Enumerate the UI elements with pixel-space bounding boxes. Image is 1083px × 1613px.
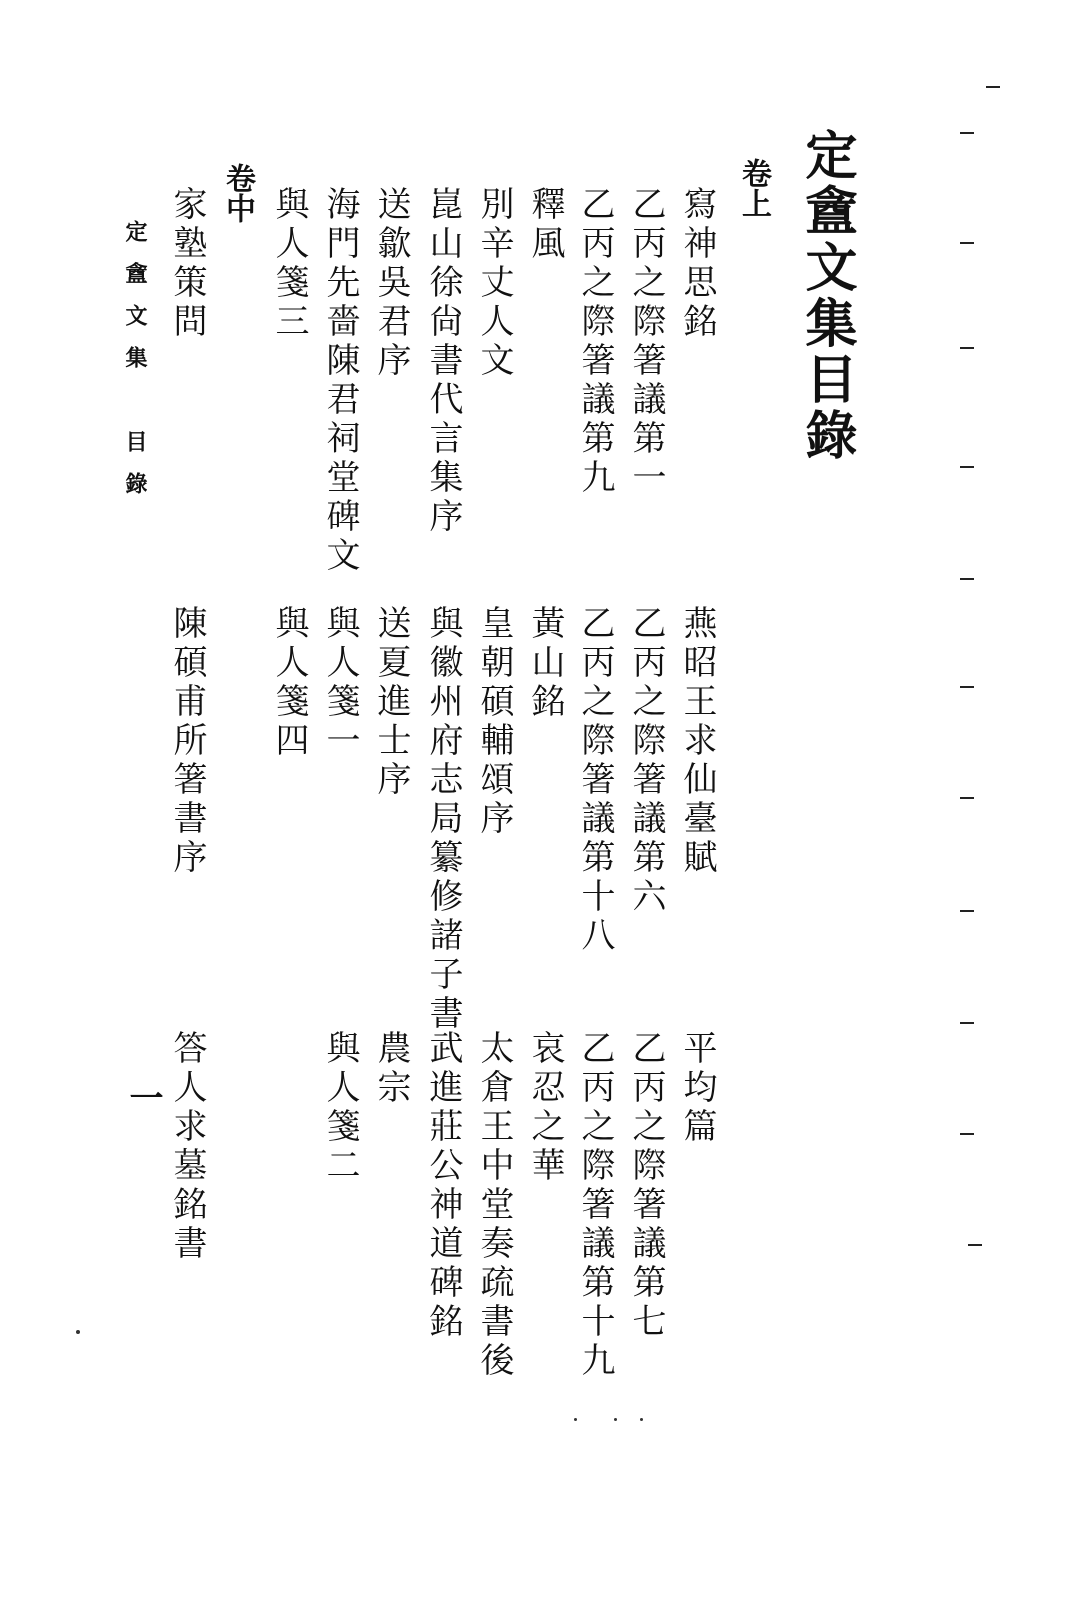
scan-mark [960, 1133, 974, 1135]
toc-entry: 別辛丈人文 [474, 186, 514, 381]
scan-mark [960, 347, 974, 349]
toc-entry: 與人箋一 [320, 605, 360, 761]
toc-entry: 答人求墓銘書 [167, 1030, 207, 1264]
toc-entry: 乙丙之際箸議第一 [626, 186, 666, 498]
scan-mark [960, 242, 974, 244]
toc-entry: 乙丙之際箸議第七 [626, 1030, 666, 1342]
section-heading-juan-zhong: 卷中 [220, 163, 255, 223]
toc-entry: 與人箋四 [269, 605, 309, 761]
section-heading-juan-shang: 卷上 [736, 158, 771, 218]
toc-entry: 崑山徐尙書代言集序 [423, 186, 463, 537]
toc-entry: 乙丙之際箸議第十八 [575, 605, 615, 956]
toc-entry: 哀忍之華 [525, 1030, 565, 1186]
scan-speck [76, 1330, 80, 1334]
toc-entry: 釋風 [525, 186, 565, 264]
toc-entry: 黃山銘 [525, 605, 565, 722]
page-title: 定盦文集目錄 [796, 128, 857, 464]
scan-mark [960, 910, 974, 912]
toc-entry: 家塾策問 [167, 186, 207, 342]
scan-mark [960, 132, 974, 134]
toc-entry: 乙丙之際箸議第九 [575, 186, 615, 498]
toc-entry: 燕昭王求仙臺賦 [677, 605, 717, 878]
scan-mark [960, 466, 974, 468]
scan-mark [968, 1244, 982, 1246]
toc-entry: 乙丙之際箸議第十九 [575, 1030, 615, 1381]
toc-entry: 平均篇 [677, 1030, 717, 1147]
toc-entry: 海門先嗇陳君祠堂碑文 [320, 186, 360, 576]
toc-entry: 送夏進士序 [371, 605, 411, 800]
toc-entry: 皇朝碩輔頌序 [474, 605, 514, 839]
toc-entry: 農宗 [371, 1030, 411, 1108]
toc-entry: 武進莊公神道碑銘 [423, 1030, 463, 1342]
scan-mark [986, 86, 1000, 88]
scan-mark [960, 578, 974, 580]
scan-speck [614, 1418, 617, 1421]
toc-entry: 太倉王中堂奏疏書後 [474, 1030, 514, 1381]
scan-mark [960, 1022, 974, 1024]
scan-speck [574, 1418, 577, 1421]
toc-entry: 寫神思銘 [677, 186, 717, 342]
toc-entry: 乙丙之際箸議第六 [626, 605, 666, 917]
toc-entry: 與徽州府志局纂修諸子書 [423, 605, 463, 1034]
scan-mark [960, 797, 974, 799]
scan-speck [640, 1418, 643, 1421]
scan-mark [960, 686, 974, 688]
toc-entry: 與人箋二 [320, 1030, 360, 1186]
toc-entry: 與人箋三 [269, 186, 309, 342]
margin-label: 定盦文集 目錄 [122, 220, 148, 514]
toc-entry: 送歙吳君序 [371, 186, 411, 381]
toc-entry: 陳碩甫所箸書序 [167, 605, 207, 878]
folio-number: 一 [123, 1080, 163, 1114]
